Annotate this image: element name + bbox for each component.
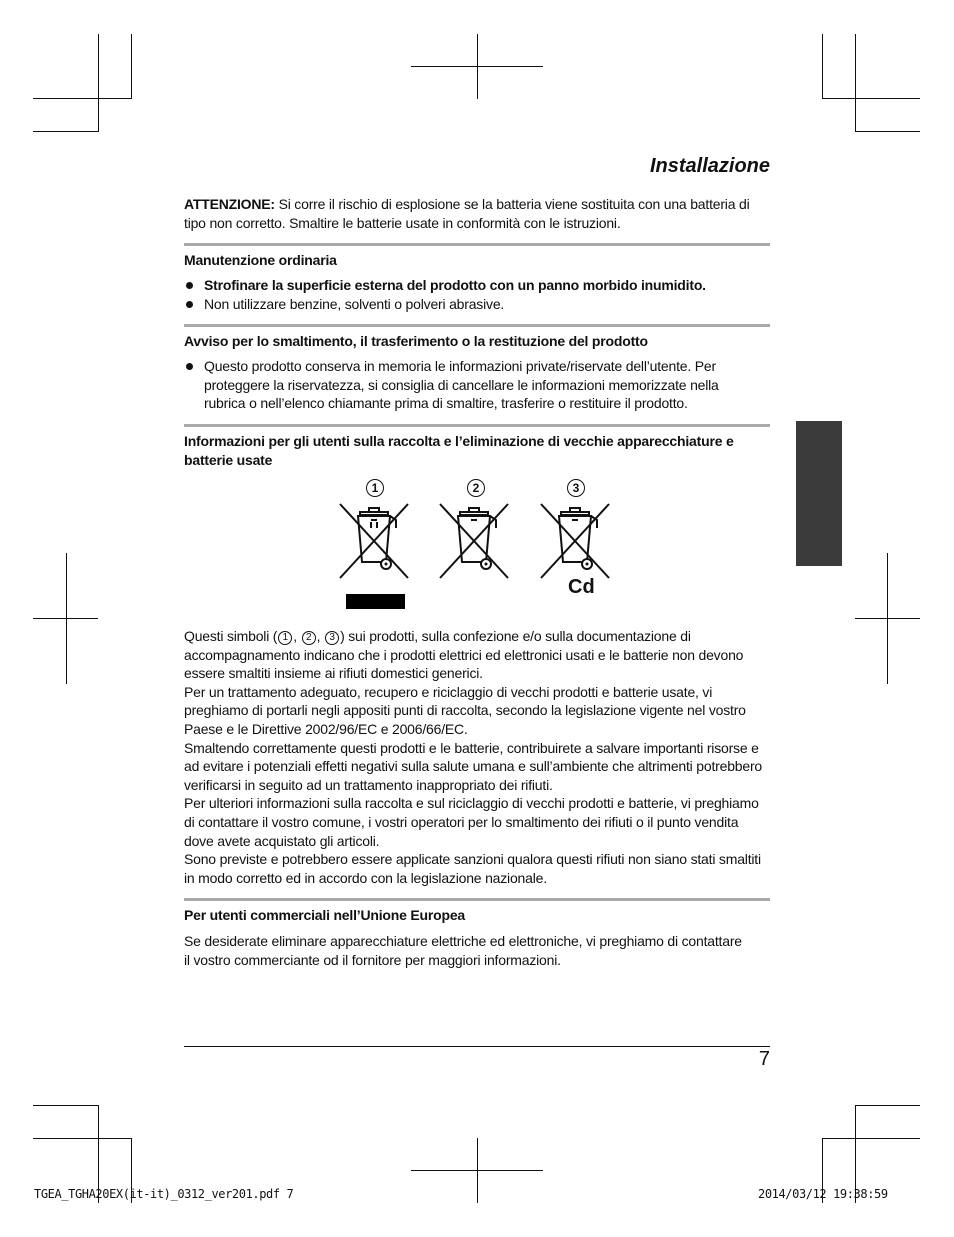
crop-mark — [98, 34, 99, 131]
weee-paragraph: Sono previste e potrebbero essere applicate sanzioni qualora questi rifiuti non siano stati smaltiti in modo corretto ed in accordo con la legislazione nazionale. — [184, 851, 761, 886]
list-item: Questo prodotto conserva in memoria le informazioni private/riservate dell’utente. Per proteggere la riservatezza, si consiglia di cancellare le informazioni memorizzate nella rubrica o nell’elenco chiamante prima di smaltire, trasferire o restituire il prodotto. — [184, 357, 750, 413]
section-divider — [184, 243, 770, 246]
list-item: Strofinare la superficie esterna del prodotto con un panno morbido inumidito. — [184, 276, 774, 295]
inline-symbol-ref: 3 — [325, 631, 339, 645]
warning-paragraph — [184, 195, 774, 232]
crossed-bin-icon — [338, 500, 410, 612]
symbol-number-2: 2 — [467, 479, 485, 497]
warning-text: Si corre il rischio di esplosione se la batteria viene sostituita con una batteria di tipo non corretto. Smaltire le batterie usate in conformità con le istruzioni. — [184, 196, 750, 231]
maintenance-list — [184, 276, 774, 313]
crop-mark — [855, 618, 920, 619]
crop-mark — [33, 1138, 131, 1139]
weee-title: Informazioni per gli utenti sulla raccolta e l’eliminazione di vecchie apparecchiature e batterie usate — [184, 433, 734, 468]
list-item: Non utilizzare benzine, solventi o polveri abrasive. — [184, 295, 774, 314]
warning-label: ATTENZIONE: — [184, 196, 275, 212]
business-title: Per utenti commerciali nell’Unione Europea — [184, 907, 466, 923]
footer-rule — [184, 1046, 770, 1047]
section-divider — [184, 424, 770, 427]
crop-mark — [131, 34, 132, 99]
weee-paragraph: Smaltendo correttamente questi prodotti e le batterie, contribuirete a salvare importanti risorse e ad evitare i potenziali effetti negativi sulla salute umana e sull’ambiente che altrimenti potrebbero verificarsi in seguito ad un trattamento inappropriato dei rifiuti. — [184, 739, 762, 793]
section-divider — [184, 898, 770, 901]
disposal-notice-list — [184, 357, 750, 413]
crop-mark — [33, 618, 98, 619]
maintenance-title: Manutenzione ordinaria — [184, 252, 337, 268]
inline-symbol-ref: 1 — [278, 631, 292, 645]
page-number: 7 — [758, 1048, 770, 1070]
weee-intro: Questi simboli ( 1 , 2 , 3 ) sui prodotti, sulla confezione e/o sulla documentazione di accompagnamento indicano che i prodotti elettrici ed elettronici usati e le batterie non devono essere smaltiti insieme ai rifiuti domestici generici. — [184, 628, 744, 682]
disposal-notice-title: Avviso per lo smaltimento, il trasferimento o la restituzione del prodotto — [184, 333, 648, 349]
crop-mark — [477, 1138, 478, 1203]
weee-paragraph: Per un trattamento adeguato, recupero e riciclaggio di vecchi prodotti e batterie usate, vi preghiamo di portarli negli appositi punti di raccolta, secondo la legislazione vigente nel vostro Paese e le Direttive 2002/96/EC e 2006/66/EC. — [184, 683, 746, 737]
crop-mark — [822, 98, 920, 99]
business-text: Se desiderate eliminare apparecchiature elettriche ed elettroniche, vi preghiamo di contattare il vostro commerciante od il fornitore per maggiori informazioni. — [184, 933, 742, 968]
crop-mark — [855, 34, 856, 131]
section-title: Installazione — [649, 155, 770, 177]
inline-symbol-ref: 2 — [302, 631, 316, 645]
crop-mark — [33, 131, 99, 132]
crop-mark — [855, 131, 920, 132]
crop-mark — [855, 1105, 920, 1106]
symbol-number-1: 1 — [366, 479, 384, 497]
weee-paragraph: Per ulteriori informazioni sulla raccolta e sul riciclaggio di vecchi prodotti e batterie, vi preghiamo di contattare il vostro comune, i vostri operatori per lo smaltimento dei rifiuti o il punto vendita dove avete acquistato gli articoli. — [184, 795, 759, 849]
crop-mark — [33, 1105, 99, 1106]
symbol-number-3: 3 — [567, 479, 585, 497]
crop-mark — [477, 34, 478, 99]
print-footer-timestamp: 2014/03/12 19:38:59 — [758, 1187, 888, 1201]
print-footer-file: TGEA_TGHA20EX(it-it)_0312_ver201.pdf 7 — [34, 1187, 294, 1201]
crop-mark — [33, 98, 131, 99]
crop-mark — [822, 1138, 920, 1139]
crop-mark — [822, 34, 823, 99]
section-divider — [184, 324, 770, 327]
section-tab — [796, 421, 842, 566]
crossed-bin-icon — [438, 500, 510, 582]
weee-body — [184, 627, 764, 887]
cadmium-label: Cd — [568, 576, 595, 598]
crossed-bin-icon — [539, 500, 611, 582]
